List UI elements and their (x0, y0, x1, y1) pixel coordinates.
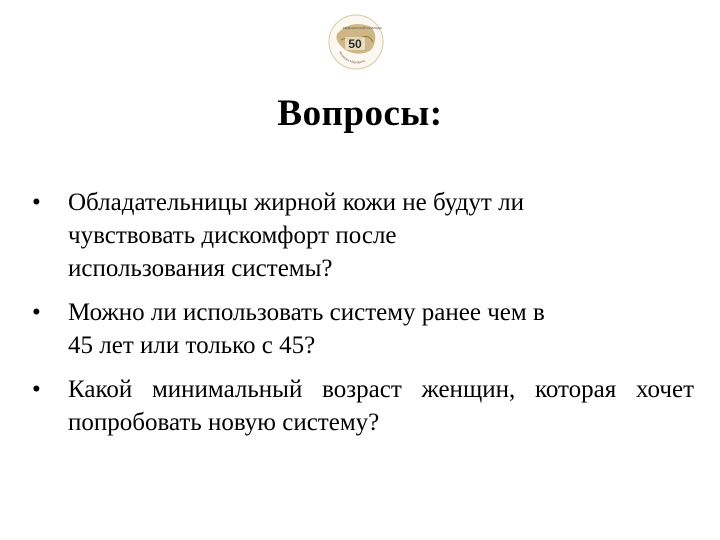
logo-number: 50 (348, 37, 362, 51)
question-item-1 (30, 186, 694, 285)
bullet-icon: • (32, 376, 41, 403)
logo-arc-textpath: Хачатрян Маргарита (338, 50, 366, 65)
anniversary-emblem-icon (327, 12, 385, 74)
bullet-icon: • (32, 299, 41, 326)
logo-top-text: МЕДИЦИНСКИЙ КОЛЛЕДЖ (343, 26, 383, 30)
question-item-2 (30, 296, 694, 362)
slide-title: Вопросы: (277, 93, 443, 134)
bullet-icon: • (32, 189, 41, 216)
question-1-line-3: использования системы? (68, 255, 333, 282)
question-3-text: Какой минимальный возраст женщин, которая хочет попробовать новую систему? (68, 376, 694, 436)
question-2-line-2: 45 лет или только с 45? (68, 332, 316, 359)
question-item-3 (30, 373, 694, 439)
question-1-line-2: чувствовать дискомфорт после (68, 222, 397, 249)
logo (327, 12, 385, 74)
question-1-line-1: Обладательницы жирной кожи не будут ли (68, 189, 524, 216)
question-2-line-1: Можно ли использовать систему ранее чем в (68, 299, 545, 326)
question-list (30, 186, 694, 450)
